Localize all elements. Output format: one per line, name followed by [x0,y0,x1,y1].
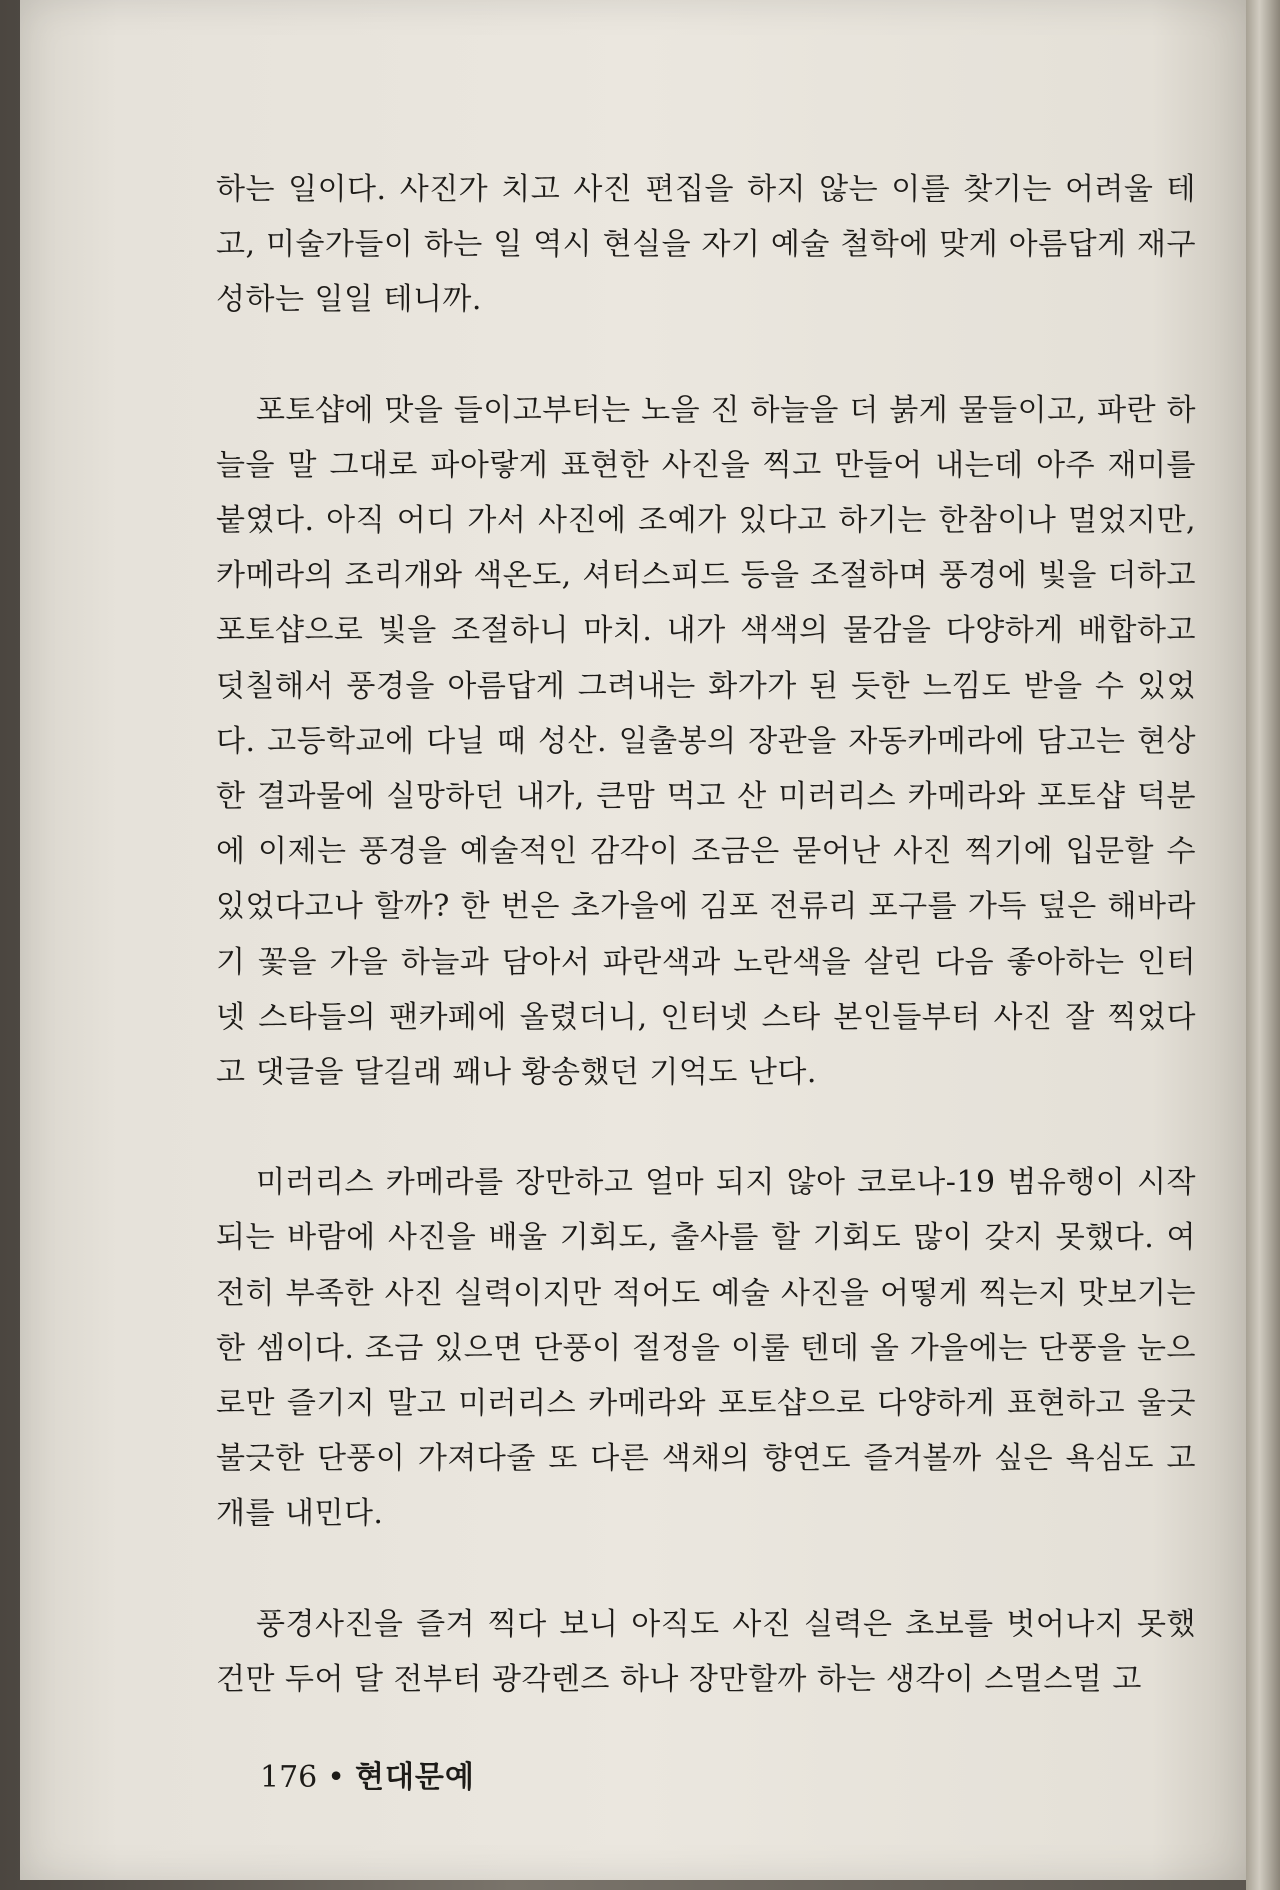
paragraph-3: 미러리스 카메라를 장만하고 얼마 되지 않아 코로나-19 범유행이 시작되는 바람에 사진을 배울 기회도, 출사를 할 기회도 많이 갖지 못했다. 여전히 부족한 사진 실력이지만 적어도 예술 사진을 어떻게 찍는지 맛보기는 한 셈이다. 조금 있으면 단풍이 절정을 이룰 텐데 올 가을에는 단풍을 눈으로만 즐기지 말고 미러리스 카메라와 포토샵으로 다양하게 표현하고 울긋불긋한 단풍이 가져다줄 또 다른 색채의 향연도 즐겨볼까 싶은 욕심도 고개를 내민다. [216,1165,1196,1532]
page-edge [1246,0,1280,1890]
book-page [20,0,1250,1880]
paragraph-gap [216,328,1196,383]
footer-separator: • [327,1760,345,1795]
paragraph-2: 포토샵에 맛을 들이고부터는 노을 진 하늘을 더 붉게 물들이고, 파란 하늘을 말 그대로 파아랗게 표현한 사진을 찍고 만들어 내는데 아주 재미를 붙였다. 아직 어디 가서 사진에 조예가 있다고 하기는 한참이나 멀었지만, 카메라의 조리개와 색온도, 셔터스피드 등을 조절하며 풍경에 빛을 더하고 포토샵으로 빛을 조절하니 마치. 내가 색색의 물감을 다양하게 배합하고 덧칠해서 풍경을 아름답게 그려내는 화가가 된 듯한 느낌도 받을 수 있었다. 고등학교에 다닐 때 성산. 일출봉의 장관을 자동카메라에 담고는 현상한 결과물에 실망하던 내가, 큰맘 먹고 산 미러리스 카메라와 포토샵 덕분에 이제는 풍경을 예술적인 감각이 조금은 묻어난 사진 찍기에 입문할 수 있었다고나 할까? 한 번은 초가을에 김포 전류리 포구를 가득 덮은 해바라기 꽃을 가을 하늘과 담아서 파란색과 노란색을 살린 다음 좋아하는 인터넷 스타들의 팬카페에 올렸더니, 인터넷 스타 본인들부터 사진 잘 찍었다고 댓글을 달길래 꽤나 황송했던 기억도 난다. [216,392,1196,1091]
page-number: 176 [260,1760,318,1795]
book-title: 현대문예 [354,1760,475,1795]
paragraph-gap [216,1542,1196,1597]
body-text [216,162,1196,1707]
paragraph-gap [216,1100,1196,1155]
page-footer [260,1752,475,1796]
paragraph-4: 풍경사진을 즐겨 찍다 보니 아직도 사진 실력은 초보를 벗어나지 못했건만 두어 달 전부터 광각렌즈 하나 장만할까 하는 생각이 스멀스멀 고 [216,1606,1196,1697]
paragraph-1: 하는 일이다. 사진가 치고 사진 편집을 하지 않는 이를 찾기는 어려울 테고, 미술가들이 하는 일 역시 현실을 자기 예술 철학에 맞게 아름답게 재구성하는 일일 테니까. [216,172,1196,318]
